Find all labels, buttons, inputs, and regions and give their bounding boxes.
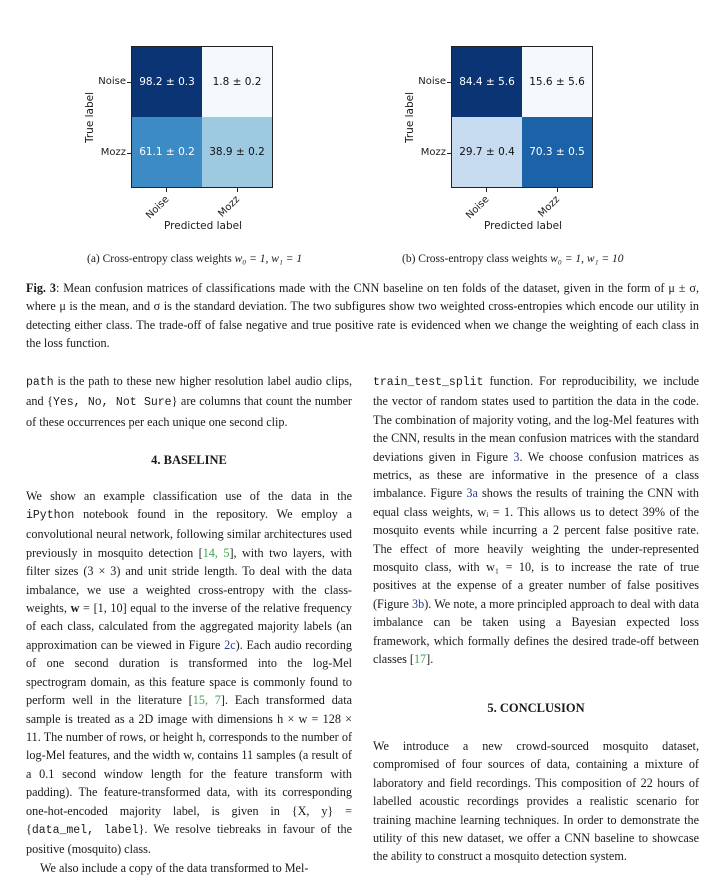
left-column	[26, 372, 352, 877]
citation-link[interactable]: 15, 7	[192, 693, 221, 708]
x-tick-label-noise-b: Noise	[464, 194, 492, 222]
figure-caption	[26, 279, 699, 353]
section-heading-conclusion: 5. CONCLUSION	[487, 700, 585, 715]
figure-link[interactable]: 3	[513, 449, 520, 464]
section-heading-baseline: 4. BASELINE	[151, 453, 227, 468]
cell-noise-mozz: 1.8 ± 0.2	[202, 47, 272, 117]
y-tick-label-noise-b: Noise	[418, 76, 446, 87]
figure-link[interactable]: 3a	[466, 486, 478, 501]
citation-link[interactable]: 14, 5	[202, 545, 230, 560]
x-tick-label-mozz-a: Mozz	[216, 194, 243, 220]
figure-caption-text: : Mean confusion matrices of classifications made with the CNN baseline on ten folds of the dataset, given in the form of μ ± σ, where μ is the mean, and σ is the standard deviation. The two subfigures show two weighted cross-entropies which encode our utility in detecting either class. The trade-off of false negative and true positive rate is evidenced when we change the weighting of each class in the loss function.	[26, 281, 699, 351]
x-tick-a-0	[166, 188, 167, 192]
figure-link[interactable]: 3b	[412, 596, 425, 611]
y-axis-title-a: True label	[84, 91, 96, 143]
y-tick-label-noise-a: Noise	[98, 76, 126, 87]
cell-mozz-noise: 61.1 ± 0.2	[132, 117, 202, 187]
cell-mozz-mozz: 38.9 ± 0.2	[202, 117, 272, 187]
x-tick-a-1	[237, 188, 238, 192]
cell-mozz-mozz: 70.3 ± 0.5	[522, 117, 592, 187]
subcaption-a: (a) Cross-entropy class weights w₀ = 1, w₁ = 1	[87, 253, 303, 265]
matrix-grid-a	[131, 46, 273, 188]
x-tick-b-0	[486, 188, 487, 192]
subcaption-b: (b) Cross-entropy class weights w₀ = 1, w₁ = 10	[402, 253, 624, 265]
cell-noise-noise: 98.2 ± 0.3	[132, 47, 202, 117]
x-tick-label-mozz-b: Mozz	[536, 194, 563, 220]
y-tick-label-mozz-b: Mozz	[420, 147, 446, 158]
x-tick-label-noise-a: Noise	[144, 194, 172, 222]
cell-noise-noise: 84.4 ± 5.6	[452, 47, 522, 117]
matrix-grid-b	[451, 46, 593, 188]
paragraph-results: train_test_split function. For reproducibility, we include the vector of random states used to partition the data in the code. The combination of majority voting, and the log-Mel features with the CNN, results in the mean confusion matrices with the standard deviations given in Figure 3. We choose confusion matrices as metrics, as these are informative in the presence of a class imbalance. Figure 3a shows the results of training the CNN with equal class weights, wᵢ = 1. This allows us to detect 39% of the mosquito events while incurring a 2 percent false positive rate. The effect of more heavily weighting the under-represented mosquito class, with w₁ = 10, is to increase the rate of true positives at the expense of a greater number of false positives (Figure 3b). We note, a more principled approach to deal with data imbalance can be taken using a Bayesian expected loss framework, which formally defines the desired trade-off between classes [17].	[373, 374, 699, 667]
figure-label: Fig. 3	[26, 281, 56, 295]
x-tick-b-1	[557, 188, 558, 192]
paragraph-path: path is the path to these new higher resolution label audio clips, and {Yes, No, Not Sure} are columns that count the number of these occurrences per each unique one second clip.	[26, 374, 352, 429]
citation-link[interactable]: 17	[413, 652, 427, 667]
x-axis-title-b: Predicted label	[484, 220, 563, 232]
y-axis-title-b: True label	[404, 91, 416, 143]
x-axis-title-a: Predicted label	[164, 220, 243, 232]
cell-mozz-noise: 29.7 ± 0.4	[452, 117, 522, 187]
paragraph-mel: We also include a copy of the data transformed to Mel-	[40, 860, 309, 875]
y-tick-label-mozz-a: Mozz	[100, 147, 126, 158]
right-column	[373, 372, 699, 866]
paragraph-conclusion: We introduce a new crowd-sourced mosquito dataset, compromised of four sources of data, containing a mixture of laboratory and field recordings. This composition of 22 hours of labelled acoustic recordings provides a realistic scenario for training machine learning techniques. In order to demonstrate the utility of this new dataset, we offer a CNN baseline to showcase the ability to construct a mosquito detection system.	[373, 738, 699, 864]
figure-link[interactable]: 2c	[224, 637, 236, 652]
paragraph-baseline: We show an example classification use of the data in the iPython notebook found in the repository. We employ a convolutional neural network, following similar architectures used previously in mosquito detection [14, 5], with two layers, with filter sizes (3 × 3) and unit stride length. To deal with the data imbalance, we use a weighted cross-entropy with the class-weights, w = [1, 10] equal to the inverse of the relative frequency of each class, calculated from the aggregated majority labels (an approximation can be viewed in Figure 2c). Each audio recording of one second duration is transformed into the log-Mel spectrogram domain, as this feature space is commonly found to perform well in the literature [15, 7]. Each transformed data sample is treated as a 2D image with dimensions h × w = 128 × 11. The number of rows, or height h, corresponds to the number of log-Mel features, and the width w, contains 11 samples (a result of a 0.1 second window length for the feature transform with padding). The feature-transformed data, with its corresponding one-hot-encoded majority label, is given in {X, y} = {data_mel, label}. We resolve tiebreaks in favour of the positive (mosquito) class.	[26, 488, 353, 857]
cell-noise-mozz: 15.6 ± 5.6	[522, 47, 592, 117]
